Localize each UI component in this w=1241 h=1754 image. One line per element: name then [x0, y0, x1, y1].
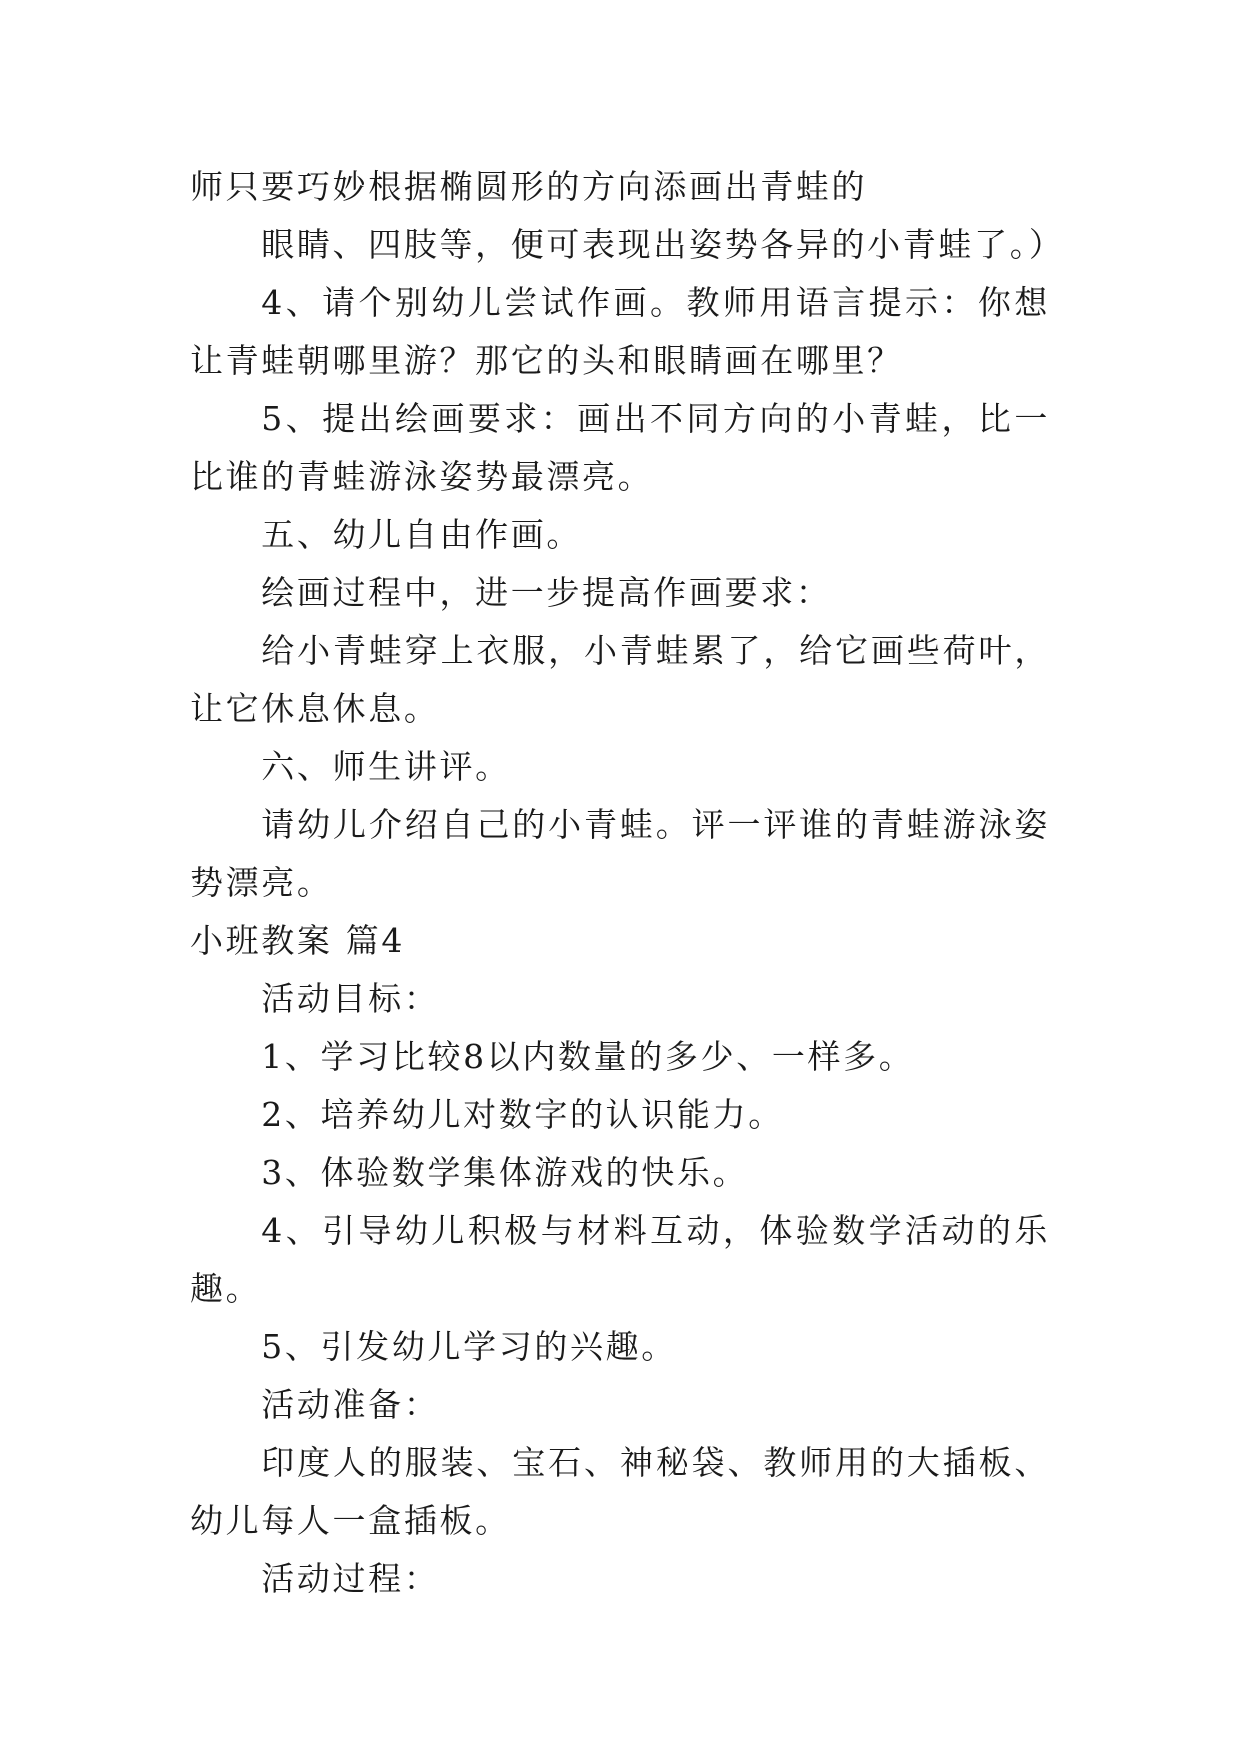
list-item: 1、学习比较8以内数量的多少、一样多。 [261, 1037, 915, 1076]
paragraph: 请幼儿介绍自己的小青蛙。评一评谁的青蛙游泳姿势漂亮。 [190, 805, 1050, 902]
list-item: 5、引发幼儿学习的兴趣。 [261, 1327, 677, 1366]
paragraph: 绘画过程中，进一步提高作画要求： [261, 573, 832, 612]
list-item: 3、体验数学集体游戏的快乐。 [261, 1153, 749, 1192]
paragraph: 给小青蛙穿上衣服，小青蛙累了，给它画些荷叶，让它休息休息。 [190, 631, 1050, 728]
section-heading: 活动过程： [261, 1559, 440, 1598]
lesson-title: 小班教案 篇4 [190, 921, 405, 960]
section-heading: 六、师生讲评。 [261, 747, 511, 786]
list-item: 4、引导幼儿积极与材料互动，体验数学活动的乐趣。 [190, 1211, 1050, 1308]
list-item: 2、培养幼儿对数字的认识能力。 [261, 1095, 784, 1134]
section-heading: 活动目标： [261, 979, 440, 1018]
section-heading: 活动准备： [261, 1385, 440, 1424]
paragraph: 印度人的服装、宝石、神秘袋、教师用的大插板、幼儿每人一盒插板。 [190, 1443, 1050, 1540]
paragraph: 5、提出绘画要求：画出不同方向的小青蛙，比一比谁的青蛙游泳姿势最漂亮。 [190, 399, 1050, 496]
section-heading: 五、幼儿自由作画。 [261, 515, 583, 554]
document-body [190, 158, 1065, 1608]
paragraph: 4、请个别幼儿尝试作画。教师用语言提示：你想让青蛙朝哪里游？那它的头和眼睛画在哪里？ [190, 283, 1050, 380]
paragraph: 师只要巧妙根据椭圆形的方向添画出青蛙的 [190, 167, 868, 206]
paragraph: 眼睛、四肢等，便可表现出姿势各异的小青蛙了。） [261, 225, 1065, 264]
